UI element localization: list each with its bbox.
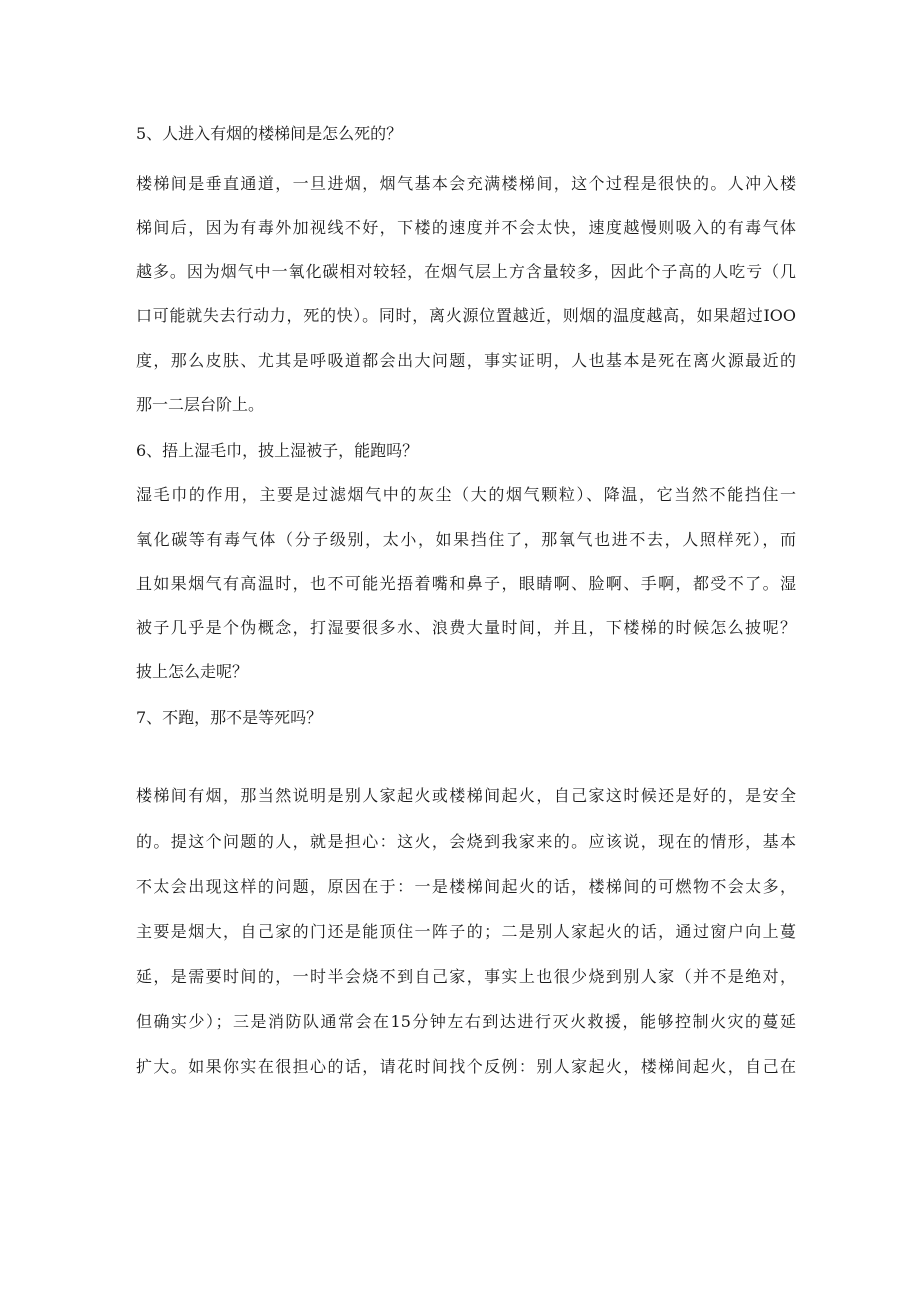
section-5-line-6: 那一二层台阶上。: [136, 395, 265, 414]
section-7-line-3: 不太会出现这样的问题，原因在于：一是楼梯间起火的话，楼梯间的可燃物不会太多，: [136, 877, 796, 896]
section-5-line-5: 度，那么皮肤、尤其是呼吸道都会出大问题，事实证明，人也基本是死在离火源最近的: [136, 351, 796, 370]
section-7-line-1: 楼梯间有烟，那当然说明是别人家起火或楼梯间起火，自己家这时候还是好的，是安全: [136, 786, 796, 805]
section-7-line-7: 扩大。如果你实在很担心的话，请花时间找个反例：别人家起火，楼梯间起火，自己在: [136, 1057, 796, 1076]
section-5-line-2: 梯间后，因为有毒外加视线不好，下楼的速度并不会太快，速度越慢则吸入的有毒气体: [136, 218, 796, 237]
section-6-line-3: 且如果烟气有高温时，也不可能光捂着嘴和鼻子，眼睛啊、脸啊、手啊，都受不了。湿: [136, 574, 796, 593]
section-7-line-4: 主要是烟大，自己家的门还是能顶住一阵子的；二是别人家起火的话，通过窗户向上蔓: [136, 922, 796, 941]
section-6-line-4: 被子几乎是个伪概念，打湿要很多水、浪费大量时间，并且，下楼梯的时候怎么披呢？: [136, 618, 796, 637]
section-7-line-5: 延，是需要时间的，一时半会烧不到自己家，事实上也很少烧到别人家（并不是绝对，: [136, 967, 796, 986]
section-6-line-2: 氧化碳等有毒气体（分子级别，太小，如果挡住了，那氧气也进不去，人照样死），而: [136, 530, 796, 549]
section-6-line-1: 湿毛巾的作用，主要是过滤烟气中的灰尘（大的烟气颗粒）、降温，它当然不能挡住一: [136, 485, 796, 504]
section-7-line-2: 的。提这个问题的人，就是担心：这火，会烧到我家来的。应该说，现在的情形，基本: [136, 832, 796, 851]
section-6-heading: 6、捂上湿毛巾，披上湿被子，能跑吗？: [136, 441, 419, 460]
section-7-heading: 7、不跑，那不是等死吗？: [136, 708, 323, 727]
section-5-line-4: 口可能就失去行动力，死的快）。同时，离火源位置越近，则烟的温度越高，如果超过IOO: [136, 306, 796, 325]
section-5-heading: 5、人进入有烟的楼梯间是怎么死的？: [136, 124, 403, 143]
section-5-line-1: 楼梯间是垂直通道，一旦进烟，烟气基本会充满楼梯间，这个过程是很快的。人冲入楼: [136, 174, 796, 193]
section-6-line-5: 披上怎么走呢？: [136, 662, 249, 681]
section-5-line-3: 越多。因为烟气中一氧化碳相对较轻，在烟气层上方含量较多，因此个子高的人吃亏（几: [136, 262, 796, 281]
section-7-line-6: 但确实少）；三是消防队通常会在15分钟左右到达进行灭火救援，能够控制火灾的蔓延: [136, 1012, 796, 1031]
